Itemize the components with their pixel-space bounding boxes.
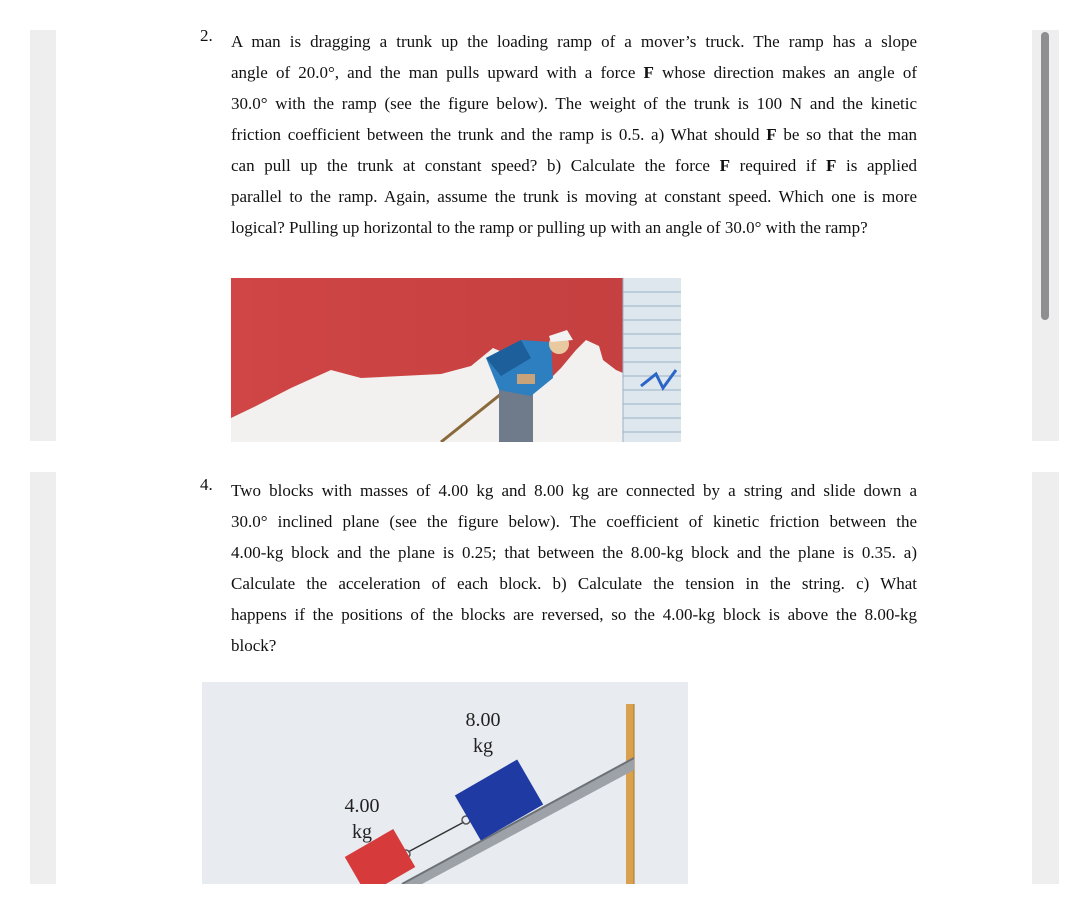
text-line: A man is dragging a trunk up the loading ramp of a mover’s truck. The ramp has a slope [231,32,917,51]
text-line: parallel to the ramp. Again, assume the trunk is moving at constant speed. Which one is more [231,187,917,206]
problem-text [231,475,917,661]
text-line: can pull up the trunk at constant speed? b) Calculate the force F required if F is applied [231,156,917,175]
text-line: block? [231,636,277,655]
label-4kg-mass: 4.00 [344,795,380,817]
scrollbar-thumb[interactable] [1041,32,1049,320]
figure-background [202,682,688,884]
right-gutter-bottom [1032,472,1059,884]
label-4kg-unit: kg [352,821,372,843]
text-line: 4.00-kg block and the plane is 0.25; that between the 8.00-kg block and the plane is 0.35. a) [231,543,917,562]
text-line: 30.0° inclined plane (see the figure below). The coefficient of kinetic friction between the [231,512,917,531]
problem-number: 2. [200,26,213,45]
truck-side-panel [623,278,681,442]
text-line: logical? Pulling up horizontal to the ramp or pulling up with an angle of 30.0° with the ramp? [231,218,868,237]
left-gutter-top [30,30,56,441]
vertical-wall [626,704,634,884]
text-line: Two blocks with masses of 4.00 kg and 8.00 kg are connected by a string and slide down a [231,481,917,500]
left-gutter-bottom [30,472,56,884]
text-line: happens if the positions of the blocks are reversed, so the 4.00-kg block is above the 8.00-kg [231,605,917,624]
label-8kg-unit: kg [473,735,493,757]
text-line: 30.0° with the ramp (see the figure below). The weight of the trunk is 100 N and the kinetic [231,94,917,113]
label-8kg-mass: 8.00 [465,709,501,731]
text-line: friction coefficient between the trunk and the ramp is 0.5. a) What should F be so that the man [231,125,917,144]
figure-inclined-plane-blocks [202,682,688,884]
text-line: angle of 20.0°, and the man pulls upward with a force F whose direction makes an angle of [231,63,917,82]
text-line: Calculate the acceleration of each block. b) Calculate the tension in the string. c) What [231,574,917,593]
figure-man-dragging-trunk [231,278,681,442]
problem-text [231,26,917,243]
problem-number: 4. [200,475,213,494]
